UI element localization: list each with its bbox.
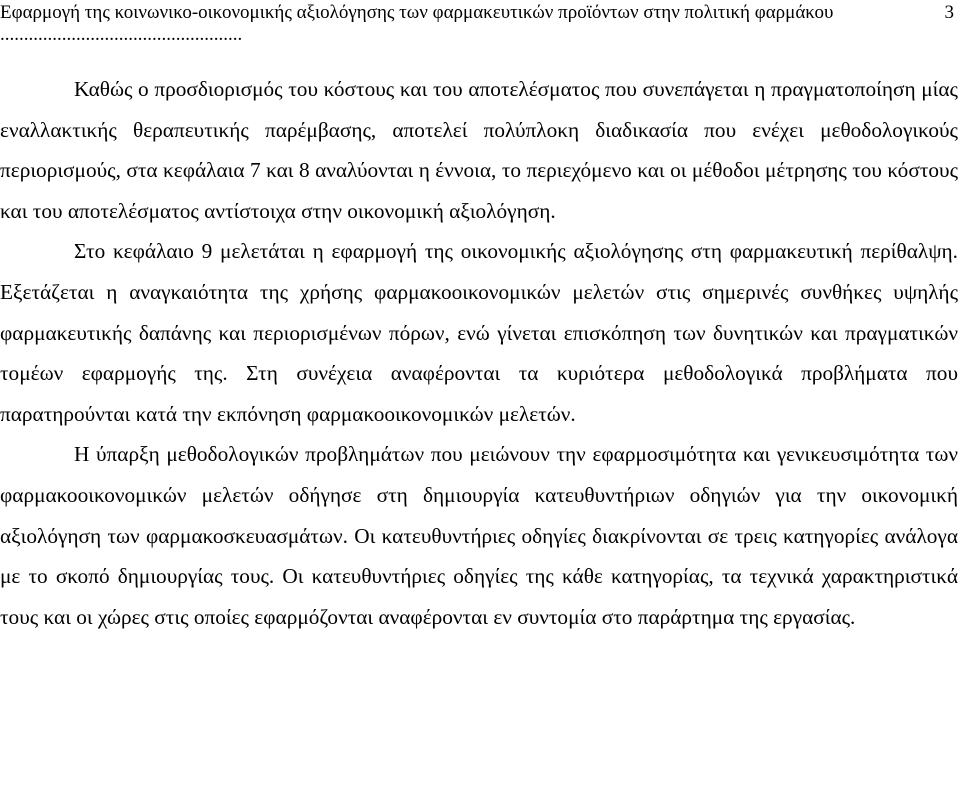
- header-title: Εφαρμογή της κοινωνικο-οικονομικής αξιολόγησης των φαρμακευτικών προϊόντων στην πολιτική φαρμάκου ...................................................: [0, 2, 834, 45]
- page-number: 3: [944, 2, 954, 23]
- paragraph: Στο κεφάλαιο 9 μελετάται η εφαρμογή της οικονομικής αξιολόγησης στη φαρμακευτική περίθαλψη. Εξετάζεται η αναγκαιότητα της χρήσης φαρμακοοικονομικών μελετών στις σημερινές συνθήκες υψηλής φαρμακευτικής δαπάνης και περιορισμένων πόρων, ενώ γίνεται επισκόπηση των δυνητικών και πραγματικών τομέων εφαρμογής της. Στη συνέχεια αναφέρονται τα κυριότερα μεθοδολογικά προβλήματα που παρατηρούνται κατά την εκπόνηση φαρμακοοικονομικών μελετών.: [0, 239, 958, 426]
- running-header: [0, 2, 960, 46]
- body-text: [0, 69, 958, 637]
- paragraph: Καθώς ο προσδιορισμός του κόστους και του αποτελέσματος που συνεπάγεται η πραγματοποίηση μίας εναλλακτικής θεραπευτικής παρέμβασης, αποτελεί πολύπλοκη διαδικασία που ενέχει μεθοδολογικούς περιορισμούς, στα κεφάλαια 7 και 8 αναλύονται η έννοια, το περιεχόμενο και οι μέθοδοι μέτρησης του κόστους και του αποτελέσματος αντίστοιχα στην οικονομική αξιολόγηση.: [0, 77, 958, 223]
- paragraph: Η ύπαρξη μεθοδολογικών προβλημάτων που μειώνουν την εφαρμοσιμότητα και γενικευσιμότητα των φαρμακοοικονομικών μελετών οδήγησε στη δημιουργία κατευθυντήριων οδηγιών για την οικονομική αξιολόγηση των φαρμακοσκευασμάτων. Οι κατευθυντήριες οδηγίες διακρίνονται σε τρεις κατηγορίες ανάλογα με το σκοπό δημιουργίας τους. Οι κατευθυντήριες οδηγίες της κάθε κατηγορίας, τα τεχνικά χαρακτηριστικά τους και οι χώρες στις οποίες εφαρμόζονται αναφέρονται εν συντομία στο παράρτημα της εργασίας.: [0, 442, 958, 629]
